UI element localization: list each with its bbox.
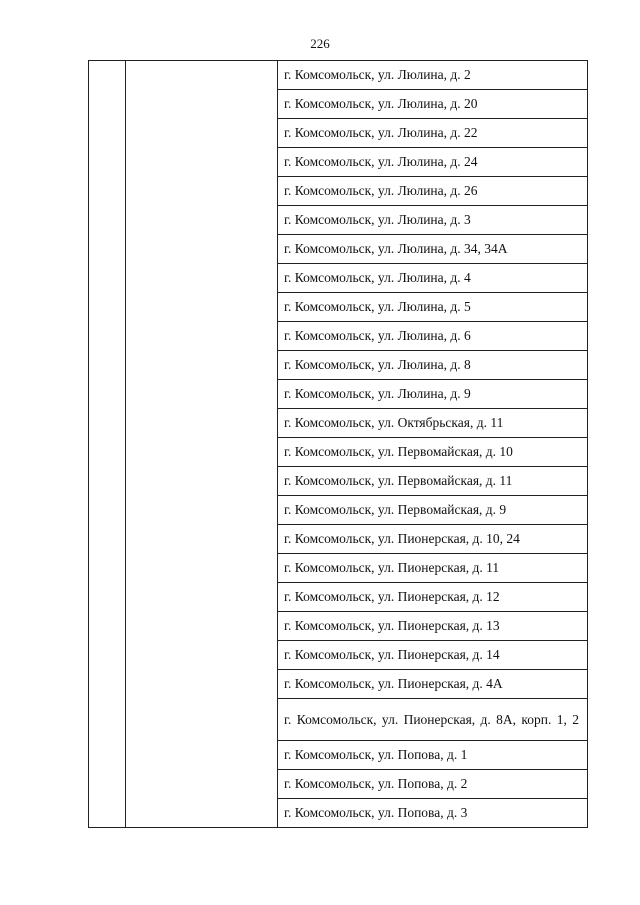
index-column-cell [89, 61, 126, 828]
address-cell: г. Комсомольск, ул. Люлина, д. 4 [278, 264, 588, 293]
address-cell: г. Комсомольск, ул. Люлина, д. 34, 34А [278, 235, 588, 264]
address-cell: г. Комсомольск, ул. Попова, д. 3 [278, 799, 588, 828]
address-cell: г. Комсомольск, ул. Первомайская, д. 10 [278, 438, 588, 467]
address-cell: г. Комсомольск, ул. Пионерская, д. 4А [278, 670, 588, 699]
table-row [89, 61, 588, 90]
address-cell: г. Комсомольск, ул. Люлина, д. 26 [278, 177, 588, 206]
address-table [88, 60, 588, 828]
address-cell: г. Комсомольск, ул. Люлина, д. 5 [278, 293, 588, 322]
address-cell: г. Комсомольск, ул. Люлина, д. 9 [278, 380, 588, 409]
address-cell: г. Комсомольск, ул. Люлина, д. 22 [278, 119, 588, 148]
address-cell: г. Комсомольск, ул. Люлина, д. 3 [278, 206, 588, 235]
address-cell: г. Комсомольск, ул. Октябрьская, д. 11 [278, 409, 588, 438]
address-cell: г. Комсомольск, ул. Пионерская, д. 11 [278, 554, 588, 583]
address-cell: г. Комсомольск, ул. Попова, д. 1 [278, 741, 588, 770]
address-cell: г. Комсомольск, ул. Пионерская, д. 13 [278, 612, 588, 641]
address-cell: г. Комсомольск, ул. Первомайская, д. 11 [278, 467, 588, 496]
address-cell: г. Комсомольск, ул. Первомайская, д. 9 [278, 496, 588, 525]
locality-column-cell [126, 61, 278, 828]
address-cell: г. Комсомольск, ул. Пионерская, д. 12 [278, 583, 588, 612]
address-cell: г. Комсомольск, ул. Пионерская, д. 14 [278, 641, 588, 670]
address-cell: г. Комсомольск, ул. Люлина, д. 2 [278, 61, 588, 90]
page-number: 226 [310, 36, 330, 51]
address-cell: г. Комсомольск, ул. Пионерская, д. 10, 24 [278, 525, 588, 554]
address-cell: г. Комсомольск, ул. Люлина, д. 8 [278, 351, 588, 380]
address-cell: г. Комсомольск, ул. Люлина, д. 6 [278, 322, 588, 351]
address-cell: г. Комсомольск, ул. Пионерская, д. 8А, корп. 1, 2 [278, 699, 588, 741]
address-cell: г. Комсомольск, ул. Люлина, д. 20 [278, 90, 588, 119]
address-cell: г. Комсомольск, ул. Люлина, д. 24 [278, 148, 588, 177]
address-cell: г. Комсомольск, ул. Попова, д. 2 [278, 770, 588, 799]
